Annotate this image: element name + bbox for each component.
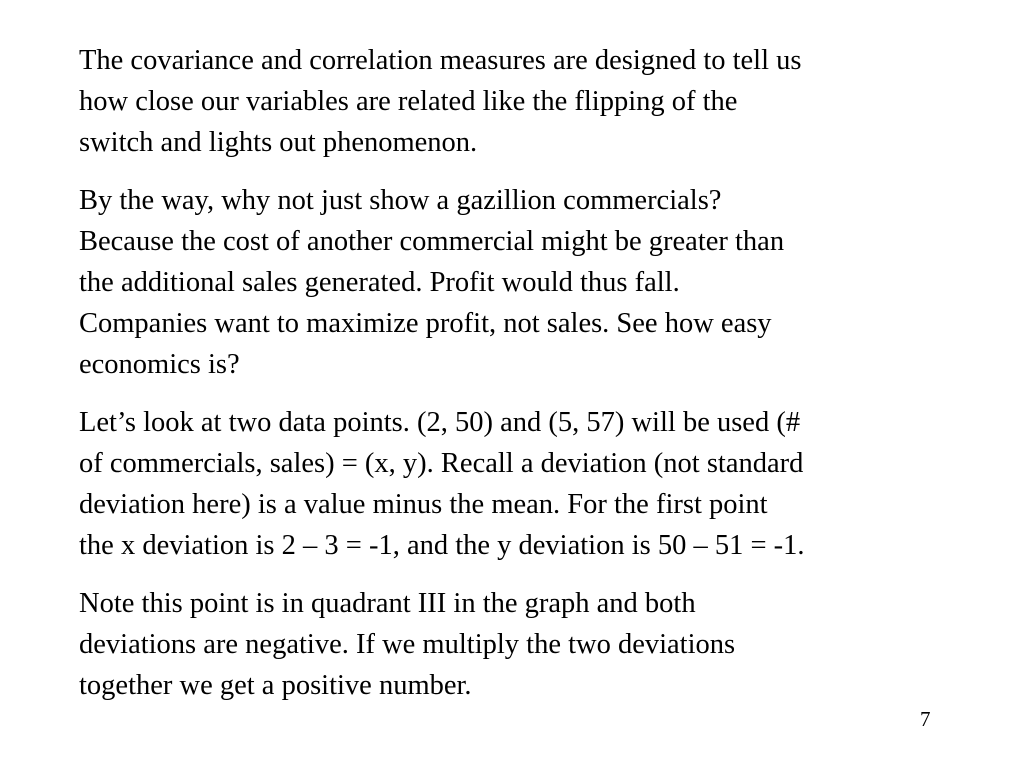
paragraph-quadrant: Note this point is in quadrant III in the graph and both deviations are negative. If we multiply the two deviations together we get a positive number. [79, 588, 736, 701]
slide-number: 7 [920, 707, 931, 731]
paragraph-covariance-intro: The covariance and correlation measures are designed to tell us how close our variables are related like the flipping of the switch and lights out phenomenon. [79, 45, 802, 158]
paragraph-data-points: Let’s look at two data points. (2, 50) and (5, 57) will be used (# of commercials, sales) = (x, y). Recall a deviation (not standard deviation here) is a value minus the mean. For the first point the x deviation is 2 – 3 = -1, and the y deviation is 50 – 51 = -1. [79, 407, 805, 561]
slide-body [79, 40, 969, 723]
paragraph-commercials: By the way, why not just show a gazillion commercials? Because the cost of another commercial might be greater than the additional sales generated. Profit would thus fall. Companies want to maximize profit, not sales. See how easy economics is? [79, 185, 785, 380]
